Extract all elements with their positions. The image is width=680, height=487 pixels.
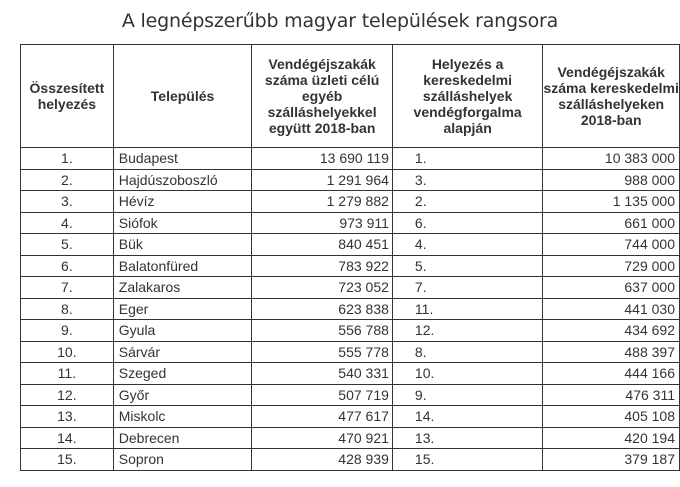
table-row <box>21 255 680 277</box>
overall-rank-cell: 9. <box>21 320 114 342</box>
overall-rank-cell: 14. <box>21 427 114 449</box>
table-row <box>21 234 680 256</box>
guest-nights-total-cell: 477 617 <box>252 406 393 428</box>
settlement-cell: Debrecen <box>113 427 252 449</box>
guest-nights-commercial-cell: 10 383 000 <box>543 148 680 170</box>
column-header-overall-rank: Összesített helyezés <box>21 45 114 148</box>
table-row <box>21 406 680 428</box>
commercial-rank-cell: 8. <box>392 341 542 363</box>
overall-rank-cell: 7. <box>21 277 114 299</box>
column-header-settlement: Település <box>113 45 252 148</box>
settlement-cell: Sárvár <box>113 341 252 363</box>
commercial-rank-cell: 10. <box>392 363 542 385</box>
settlement-cell: Hévíz <box>113 191 252 213</box>
table-row <box>21 341 680 363</box>
overall-rank-cell: 2. <box>21 169 114 191</box>
guest-nights-total-cell: 1 291 964 <box>252 169 393 191</box>
commercial-rank-cell: 1. <box>392 148 542 170</box>
guest-nights-total-cell: 1 279 882 <box>252 191 393 213</box>
settlement-cell: Budapest <box>113 148 252 170</box>
settlement-cell: Győr <box>113 384 252 406</box>
commercial-rank-cell: 12. <box>392 320 542 342</box>
table-row <box>21 212 680 234</box>
overall-rank-cell: 5. <box>21 234 114 256</box>
guest-nights-commercial-cell: 444 166 <box>543 363 680 385</box>
guest-nights-total-cell: 783 922 <box>252 255 393 277</box>
guest-nights-total-cell: 555 778 <box>252 341 393 363</box>
commercial-rank-cell: 6. <box>392 212 542 234</box>
table-row <box>21 148 680 170</box>
settlement-cell: Sopron <box>113 449 252 471</box>
overall-rank-cell: 15. <box>21 449 114 471</box>
settlement-cell: Bük <box>113 234 252 256</box>
table-row <box>21 363 680 385</box>
guest-nights-commercial-cell: 441 030 <box>543 298 680 320</box>
overall-rank-cell: 13. <box>21 406 114 428</box>
guest-nights-commercial-cell: 405 108 <box>543 406 680 428</box>
guest-nights-commercial-cell: 434 692 <box>543 320 680 342</box>
guest-nights-commercial-cell: 988 000 <box>543 169 680 191</box>
settlement-cell: Hajdúszoboszló <box>113 169 252 191</box>
guest-nights-total-cell: 556 788 <box>252 320 393 342</box>
guest-nights-commercial-cell: 661 000 <box>543 212 680 234</box>
overall-rank-cell: 10. <box>21 341 114 363</box>
commercial-rank-cell: 15. <box>392 449 542 471</box>
overall-rank-cell: 4. <box>21 212 114 234</box>
guest-nights-commercial-cell: 420 194 <box>543 427 680 449</box>
overall-rank-cell: 12. <box>21 384 114 406</box>
column-header-guest-nights-total: Vendégéjszakák száma üzleti célú egyéb szálláshelyekkel együtt 2018-ban <box>252 45 393 148</box>
table-row <box>21 169 680 191</box>
table-row <box>21 298 680 320</box>
table-row <box>21 449 680 471</box>
overall-rank-cell: 3. <box>21 191 114 213</box>
settlement-cell: Miskolc <box>113 406 252 428</box>
guest-nights-total-cell: 540 331 <box>252 363 393 385</box>
settlement-cell: Gyula <box>113 320 252 342</box>
commercial-rank-cell: 9. <box>392 384 542 406</box>
guest-nights-commercial-cell: 729 000 <box>543 255 680 277</box>
settlement-cell: Eger <box>113 298 252 320</box>
guest-nights-total-cell: 13 690 119 <box>252 148 393 170</box>
guest-nights-commercial-cell: 476 311 <box>543 384 680 406</box>
settlement-cell: Zalakaros <box>113 277 252 299</box>
guest-nights-total-cell: 428 939 <box>252 449 393 471</box>
page-title: A legnépszerűbb magyar települések rangsora <box>121 10 559 32</box>
commercial-rank-cell: 11. <box>392 298 542 320</box>
guest-nights-commercial-cell: 379 187 <box>543 449 680 471</box>
table-body <box>21 148 680 471</box>
table-row <box>21 320 680 342</box>
guest-nights-commercial-cell: 1 135 000 <box>543 191 680 213</box>
overall-rank-cell: 6. <box>21 255 114 277</box>
rankings-table <box>20 44 680 471</box>
table-header-row <box>21 45 680 148</box>
table-row <box>21 191 680 213</box>
guest-nights-total-cell: 840 451 <box>252 234 393 256</box>
settlement-cell: Balatonfüred <box>113 255 252 277</box>
commercial-rank-cell: 2. <box>392 191 542 213</box>
commercial-rank-cell: 7. <box>392 277 542 299</box>
table-row <box>21 384 680 406</box>
guest-nights-total-cell: 973 911 <box>252 212 393 234</box>
overall-rank-cell: 11. <box>21 363 114 385</box>
overall-rank-cell: 1. <box>21 148 114 170</box>
commercial-rank-cell: 13. <box>392 427 542 449</box>
commercial-rank-cell: 3. <box>392 169 542 191</box>
settlement-cell: Siófok <box>113 212 252 234</box>
settlement-cell: Szeged <box>113 363 252 385</box>
guest-nights-total-cell: 723 052 <box>252 277 393 299</box>
guest-nights-commercial-cell: 744 000 <box>543 234 680 256</box>
column-header-guest-nights-commercial: Vendégéjszakák száma kereskedelmi szálláshelyeken 2018-ban <box>543 45 680 148</box>
table-row <box>21 427 680 449</box>
guest-nights-total-cell: 623 838 <box>252 298 393 320</box>
table-row <box>21 277 680 299</box>
column-header-commercial-rank: Helyezés a kereskedelmi szálláshelyek vendégforgalma alapján <box>392 45 542 148</box>
overall-rank-cell: 8. <box>21 298 114 320</box>
commercial-rank-cell: 5. <box>392 255 542 277</box>
guest-nights-total-cell: 507 719 <box>252 384 393 406</box>
guest-nights-commercial-cell: 488 397 <box>543 341 680 363</box>
commercial-rank-cell: 14. <box>392 406 542 428</box>
guest-nights-commercial-cell: 637 000 <box>543 277 680 299</box>
guest-nights-total-cell: 470 921 <box>252 427 393 449</box>
commercial-rank-cell: 4. <box>392 234 542 256</box>
